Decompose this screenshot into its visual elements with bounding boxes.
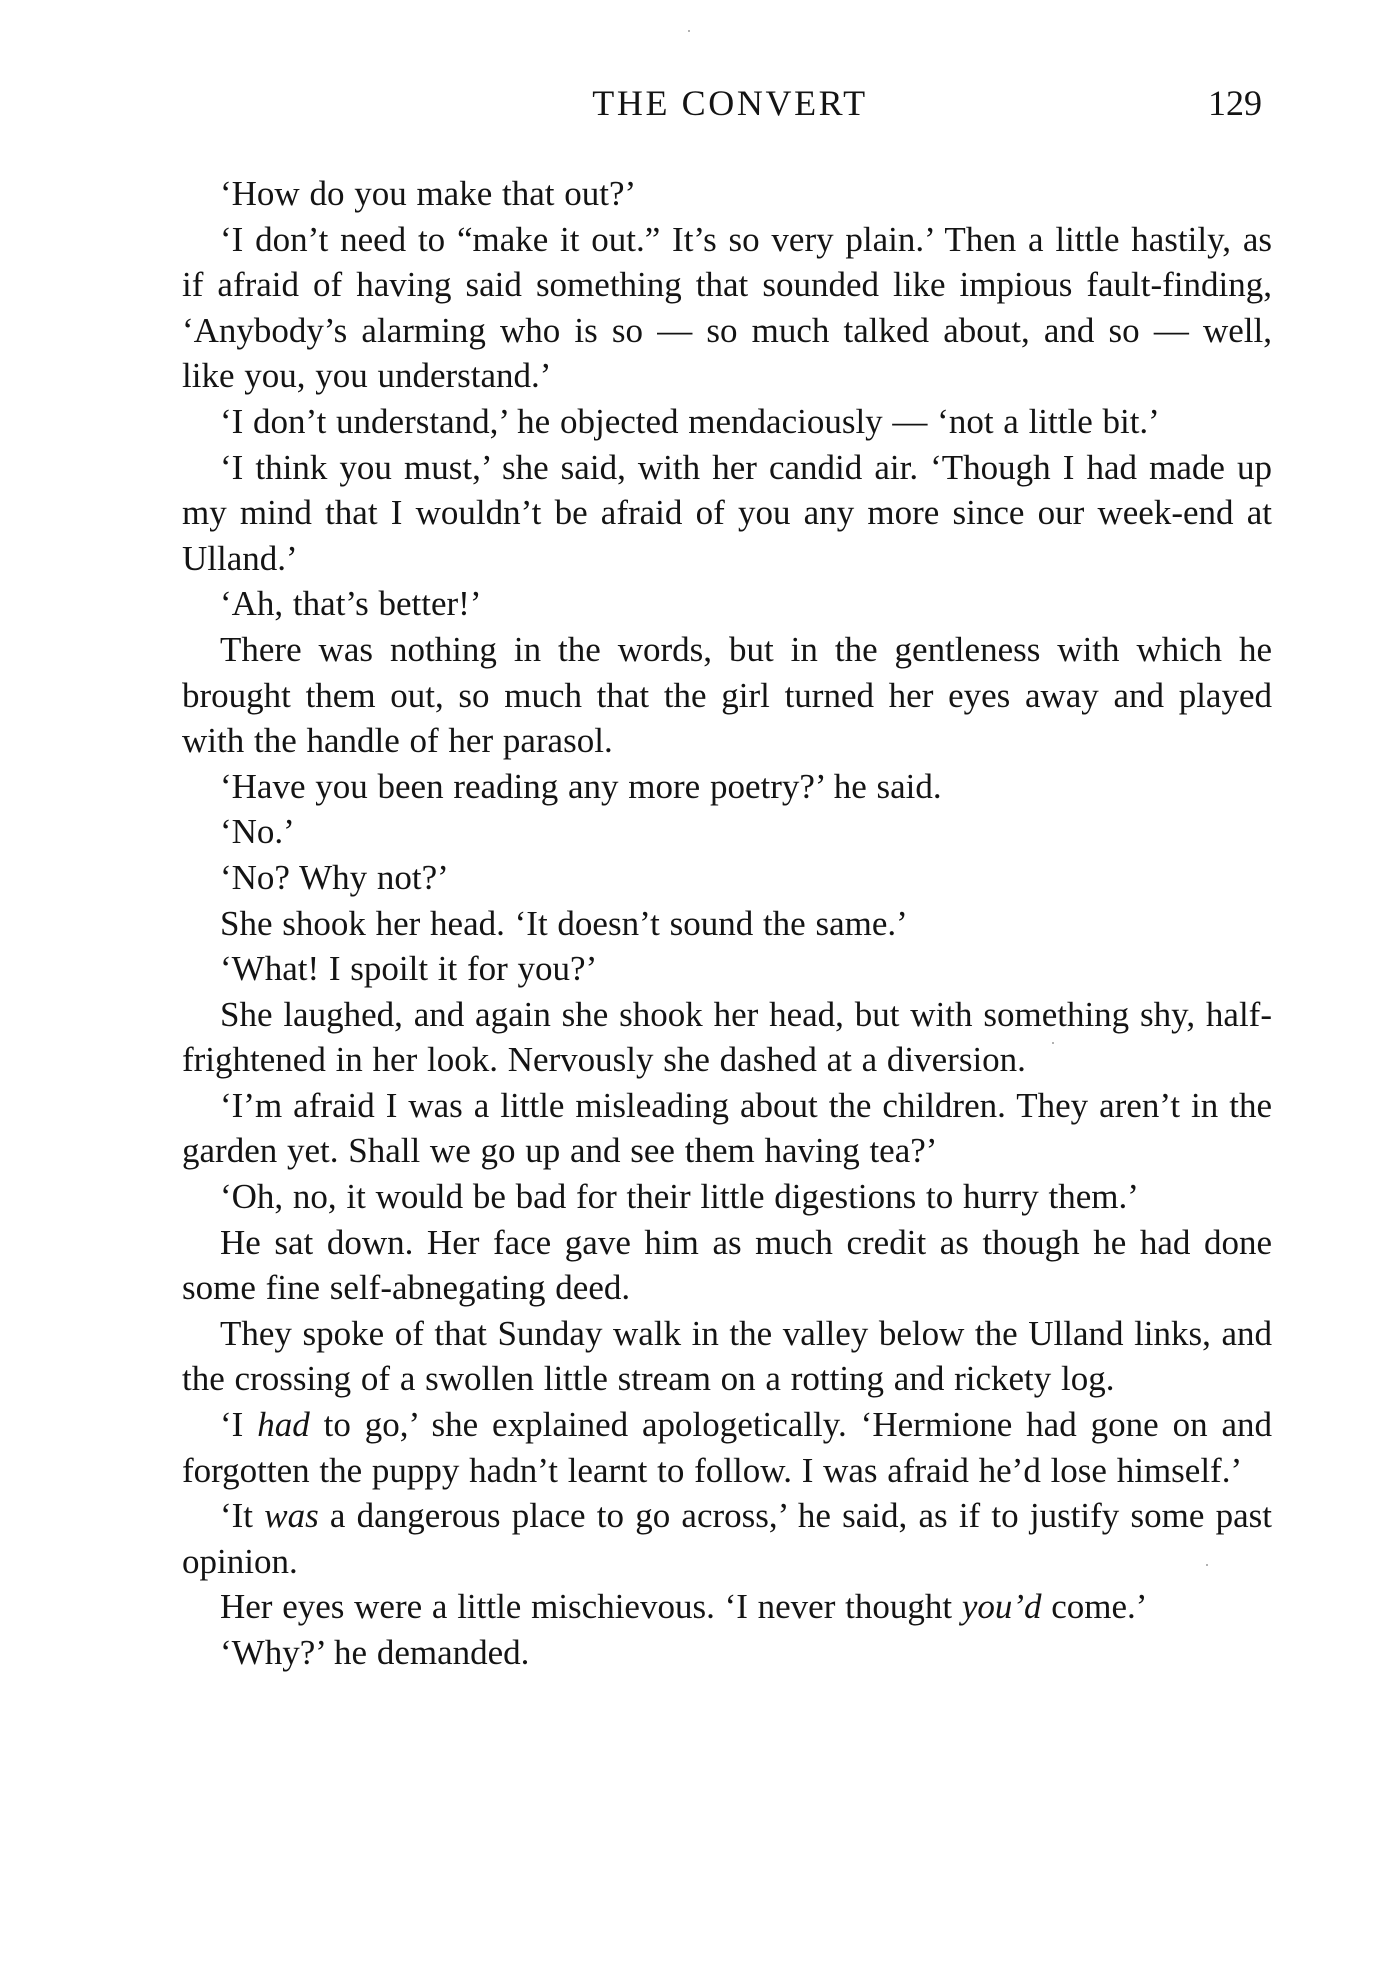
paragraph-text: There was nothing in the words, but in the gentleness with which he brought them out, so much that the girl turned her eyes away and played with the handle of her parasol. [182, 629, 1272, 761]
paragraph-text: Her eyes were a little mischievous. ‘I never thought [220, 1587, 962, 1627]
paragraph [182, 1311, 1272, 1402]
paragraph-text: They spoke of that Sunday walk in the valley below the Ulland links, and the crossing of a swollen little stream on a rotting and rickety log. [182, 1313, 1272, 1399]
paragraph [182, 1584, 1272, 1630]
paragraph-text: ‘What! I spoilt it for you?’ [220, 949, 598, 989]
paragraph [182, 1630, 1272, 1676]
paper-speck [1206, 1564, 1208, 1566]
paragraph-text: come.’ [1041, 1587, 1148, 1627]
paragraph-text: ‘Have you been reading any more poetry?’ he said. [220, 766, 942, 806]
paragraph [182, 809, 1272, 855]
body-text [182, 171, 1272, 1676]
paragraph-text: ‘It [220, 1496, 265, 1536]
paragraph [182, 399, 1272, 445]
italic-text: was [264, 1496, 319, 1536]
paragraph-text: to go,’ she explained apologetically. ‘Hermione had gone on and forgotten the puppy hadn’t learnt to follow. I was afraid he’d lose himself.’ [182, 1405, 1273, 1490]
italic-text: had [257, 1405, 310, 1445]
paragraph-text: He sat down. Her face gave him as much credit as though he had done some fine self-abnegating deed. [182, 1222, 1272, 1308]
paragraph [182, 946, 1272, 992]
paragraph [182, 855, 1272, 901]
running-head [0, 78, 1391, 128]
paragraph-text: ‘I’m afraid I was a little misleading about the children. They aren’t in the garden yet. Shall we go up and see them having tea?’ [182, 1085, 1272, 1171]
paragraph-text: She shook her head. ‘It doesn’t sound the same.’ [220, 903, 908, 943]
paragraph [182, 1402, 1272, 1493]
paper-speck [688, 30, 690, 32]
paragraph-text: ‘Why?’ he demanded. [220, 1633, 530, 1672]
paragraph-text: ‘I don’t need to “make it out.” It’s so very plain.’ Then a little hastily, as if afraid of having said something that sounded like impious fault-finding, ‘Anybody’s alarming who is so — so much talked about, and so — well, like you, you understand.’ [182, 219, 1272, 396]
page-title: THE CONVERT [592, 83, 868, 123]
paragraph [182, 901, 1272, 947]
paragraph [182, 1220, 1272, 1311]
paragraph-text: ‘I don’t understand,’ he objected mendaciously — ‘not a little bit.’ [220, 401, 1160, 441]
paragraph [182, 627, 1272, 764]
paragraph [182, 764, 1272, 810]
paragraph [182, 1493, 1272, 1584]
paragraph-text: ‘I think you must,’ she said, with her candid air. ‘Though I had made up my mind that I wouldn’t be afraid of you any more since our week-end at Ulland.’ [182, 447, 1272, 578]
paragraph [182, 1174, 1272, 1220]
paper-speck [1052, 1042, 1054, 1044]
page-number: 129 [1208, 83, 1262, 123]
paragraph-text: ‘I [220, 1405, 258, 1445]
paragraph-text: a dangerous place to go across,’ he said, as if to justify some past opinion. [182, 1496, 1272, 1581]
italic-text: you’d [961, 1587, 1042, 1627]
paragraph [182, 217, 1272, 399]
paragraph [182, 171, 1272, 217]
paragraph-text: ‘No? Why not?’ [220, 857, 449, 897]
paragraph-text: She laughed, and again she shook her head, but with something shy, half-frightened in her look. Nervously she dashed at a diversion. [182, 994, 1272, 1080]
paragraph-text: ‘Oh, no, it would be bad for their little digestions to hurry them.’ [220, 1177, 1139, 1217]
paragraph-text: ‘Ah, that’s better!’ [220, 584, 482, 624]
paragraph-text: ‘No.’ [220, 812, 295, 852]
paragraph [182, 445, 1272, 582]
paragraph [182, 1083, 1272, 1174]
paragraph [182, 992, 1272, 1083]
paragraph [182, 581, 1272, 627]
paragraph-text: ‘How do you make that out?’ [220, 174, 637, 213]
